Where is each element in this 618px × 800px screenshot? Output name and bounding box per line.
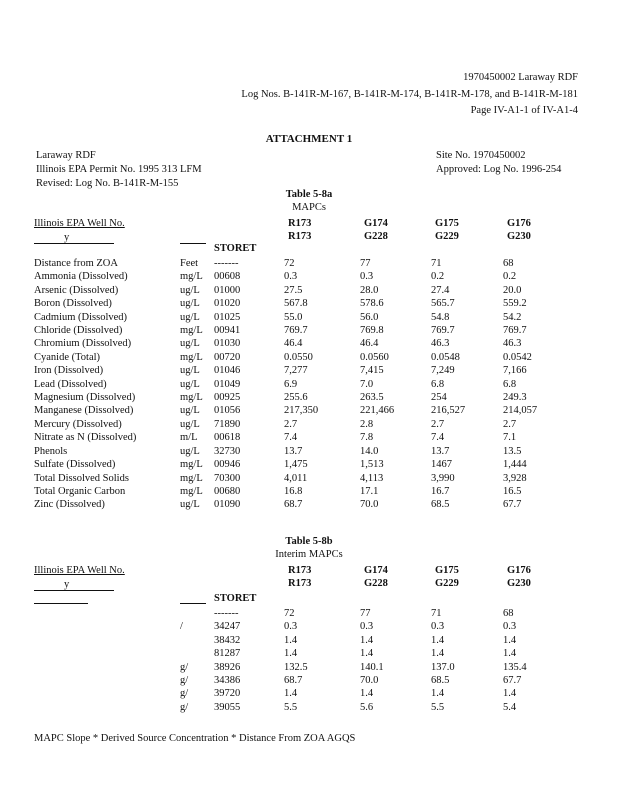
table-b-value-g176: 135.4 — [503, 661, 527, 673]
table-a-unit: mg/L — [180, 325, 203, 337]
table-b-value-g174: 0.3 — [360, 621, 374, 633]
table-a-storet-code: 01030 — [214, 338, 241, 350]
table-b-name-underline — [34, 603, 88, 604]
table-a-row — [34, 458, 563, 471]
table-a-well-g228-bottom: G228 — [364, 231, 388, 242]
table-b-value-r173: 132.5 — [284, 661, 308, 673]
table-a-storet-code: 00680 — [214, 485, 241, 497]
table-a-unit: ug/L — [180, 499, 200, 511]
table-a-storet-code: 70300 — [214, 472, 241, 484]
table-b-value-g174: 140.1 — [360, 661, 384, 673]
table-a-value-g175: 1467 — [431, 459, 452, 471]
table-a-value-g176: 54.2 — [503, 311, 522, 323]
table-b-row — [34, 607, 563, 620]
table-a-value-g176: 249.3 — [503, 392, 527, 404]
table-a-storet-code: 00618 — [214, 432, 241, 444]
table-a-value-r173: 13.7 — [284, 445, 303, 457]
table-a-row — [34, 378, 563, 391]
table-b-value-g176: 0.3 — [503, 621, 517, 633]
table-a-value-g175: 6.8 — [431, 378, 445, 390]
table-b-storet-label: STORET — [214, 593, 257, 604]
table-a-value-g175: 0.0548 — [431, 351, 460, 363]
permit-number: Illinois EPA Permit No. 1995 313 LFM — [36, 164, 202, 175]
table-a-value-r173: 0.3 — [284, 271, 298, 283]
table-b-parameter-name — [34, 634, 180, 647]
table-a-storet-code: 01090 — [214, 499, 241, 511]
table-a-value-g174: 7.0 — [360, 378, 374, 390]
table-a-value-g174: 4,113 — [360, 472, 384, 484]
table-a-value-g176: 16.5 — [503, 485, 522, 497]
table-a-parameter-name: Zinc (Dissolved) — [34, 499, 105, 511]
table-a-storet-code: 00720 — [214, 351, 241, 363]
table-a-row — [34, 364, 563, 377]
table-b-value-g175: 1.4 — [431, 648, 445, 660]
table-a-value-g176: 2.7 — [503, 418, 517, 430]
table-a-parameter-name: Boron (Dissolved) — [34, 298, 112, 310]
table-a-value-g175: 46.3 — [431, 338, 450, 350]
table-b-value-g176: 1.4 — [503, 648, 517, 660]
mapc-formula: MAPC Slope * Derived Source Concentration * Distance From ZOA AGQS — [34, 733, 356, 744]
table-b-parameter-name — [34, 607, 180, 620]
table-b-parameter-name — [34, 661, 180, 674]
approved-log: Approved: Log No. 1996-254 — [436, 164, 562, 175]
table-a-value-r173: 217,350 — [284, 405, 319, 417]
table-b-subtitle: Interim MAPCs — [275, 549, 343, 560]
table-a-title: Table 5-8a — [285, 189, 333, 200]
header-page-number: Page IV-A1-1 of IV-A1-4 — [470, 105, 578, 116]
table-b-value-r173: 1.4 — [284, 648, 298, 660]
table-a-value-g174: 769.8 — [360, 325, 384, 337]
site-number: Site No. 1970450002 — [436, 150, 526, 161]
table-a-unit: mg/L — [180, 271, 203, 283]
table-a-row — [34, 485, 563, 498]
table-a-value-g176: 20.0 — [503, 284, 522, 296]
table-a-unit: ug/L — [180, 378, 200, 390]
table-a-value-r173: 1,475 — [284, 459, 308, 471]
table-a-storet-code: 00925 — [214, 392, 241, 404]
table-b-row — [34, 701, 563, 714]
table-a-value-g174: 14.0 — [360, 445, 379, 457]
table-a-value-g175: 16.7 — [431, 485, 450, 497]
table-a-parameter-name: Manganese (Dissolved) — [34, 405, 134, 417]
table-a-value-g174: 578.6 — [360, 298, 384, 310]
table-a-storet-code: 00946 — [214, 459, 241, 471]
table-a-storet-code: 01056 — [214, 405, 241, 417]
table-b-well-g228-bottom: G228 — [364, 578, 388, 589]
table-b-parameter-name — [34, 647, 180, 660]
table-b-value-g175: 1.4 — [431, 634, 445, 646]
table-b-unit — [180, 607, 214, 620]
table-b-row — [34, 620, 563, 633]
table-a-row — [34, 351, 563, 364]
table-a-value-g175: 13.7 — [431, 445, 450, 457]
table-a-value-r173: 567.8 — [284, 298, 308, 310]
table-a-storet-code: 01049 — [214, 378, 241, 390]
table-a-value-r173: 0.0550 — [284, 351, 313, 363]
table-a-value-g176: 46.3 — [503, 338, 522, 350]
table-a-row — [34, 337, 563, 350]
table-a-value-g174: 70.0 — [360, 499, 379, 511]
table-b-unit: g/ — [180, 661, 189, 673]
table-a-value-g175: 54.8 — [431, 311, 450, 323]
table-a-storet-code: ------- — [214, 258, 239, 269]
table-a-row — [34, 324, 563, 337]
table-b-well-label: Illinois EPA Well No. — [34, 565, 125, 576]
table-a-subtitle: MAPCs — [292, 202, 326, 213]
table-a-value-g174: 77 — [360, 258, 371, 269]
table-b-body — [34, 607, 563, 714]
table-b-value-r173: 5.5 — [284, 701, 298, 713]
table-a-value-r173: 4,011 — [284, 472, 308, 484]
table-a-parameter-name: Lead (Dissolved) — [34, 378, 107, 390]
header-log-numbers: Log Nos. B-141R-M-167, B-141R-M-174, B-141R-M-178, and B-141R-M-181 — [241, 89, 578, 100]
table-a-value-r173: 769.7 — [284, 325, 308, 337]
table-a-parameter-name: Distance from ZOA — [34, 258, 118, 269]
table-a-value-g176: 7,166 — [503, 365, 527, 377]
table-a-parameter-name: Cadmium (Dissolved) — [34, 311, 128, 323]
table-a-parameter-name: Arsenic (Dissolved) — [34, 284, 119, 296]
table-a-value-g175: 2.7 — [431, 418, 445, 430]
table-a-value-g174: 263.5 — [360, 392, 384, 404]
table-b-value-g174: 70.0 — [360, 675, 379, 687]
table-b-parameter-name — [34, 620, 180, 633]
table-a-value-g174: 17.1 — [360, 485, 379, 497]
table-a-well-label: Illinois EPA Well No. — [34, 218, 125, 229]
table-a-value-g176: 6.8 — [503, 378, 517, 390]
table-a-value-g176: 67.7 — [503, 499, 522, 511]
table-a-parameter-name: Total Dissolved Solids — [34, 472, 129, 484]
table-b-y-underline — [34, 590, 114, 591]
table-b-unit — [180, 634, 214, 647]
table-a-parameter-name: Nitrate as N (Dissolved) — [34, 432, 137, 444]
table-b-unit — [180, 647, 214, 660]
table-b-parameter-name — [34, 674, 180, 687]
table-a-value-r173: 6.9 — [284, 378, 298, 390]
table-a-row — [34, 498, 563, 511]
table-a-well-g176-top: G176 — [507, 218, 531, 229]
table-b-parameter-name — [34, 701, 180, 714]
table-a-value-g175: 7,249 — [431, 365, 455, 377]
table-b-storet-code: 34247 — [214, 621, 241, 633]
table-a-storet-code: 01046 — [214, 365, 241, 377]
table-a-value-g174: 1,513 — [360, 459, 384, 471]
table-b-value-g176: 67.7 — [503, 675, 522, 687]
table-b-storet-code: 81287 — [214, 648, 241, 660]
table-a-unit: ug/L — [180, 284, 200, 296]
table-a-row — [34, 297, 563, 310]
table-a-value-r173: 72 — [284, 258, 295, 269]
table-a-value-g174: 28.0 — [360, 284, 379, 296]
table-a-parameter-name: Phenols — [34, 445, 68, 457]
table-a-unit-underline — [180, 243, 206, 244]
table-a-unit: ug/L — [180, 311, 200, 323]
table-a-row — [34, 472, 563, 485]
table-a-storet-label: STORET — [214, 243, 257, 254]
table-a-value-g174: 46.4 — [360, 338, 379, 350]
table-a-value-g174: 7,415 — [360, 365, 384, 377]
table-b-well-r173-bottom: R173 — [288, 578, 312, 589]
table-a-value-r173: 68.7 — [284, 499, 303, 511]
table-b-value-g174: 1.4 — [360, 634, 374, 646]
table-a-unit: ug/L — [180, 405, 200, 417]
table-a-row — [34, 270, 563, 283]
table-a-value-r173: 16.8 — [284, 485, 303, 497]
table-a-value-g176: 0.0542 — [503, 351, 532, 363]
table-a-unit: mg/L — [180, 392, 203, 404]
table-b-unit: g/ — [180, 675, 189, 687]
table-a-row — [34, 311, 563, 324]
revised-log: Revised: Log No. B-141R-M-155 — [36, 178, 179, 189]
table-a-y-label: y — [64, 232, 70, 243]
table-a-value-g175: 27.4 — [431, 284, 450, 296]
table-a-well-g230-bottom: G230 — [507, 231, 531, 242]
table-a-well-r173-bottom: R173 — [288, 231, 312, 242]
table-a-value-g174: 7.8 — [360, 432, 374, 444]
table-a-value-r173: 55.0 — [284, 311, 303, 323]
table-a-value-g176: 214,057 — [503, 405, 538, 417]
table-a-parameter-name: Ammonia (Dissolved) — [34, 271, 128, 283]
table-b-parameter-name — [34, 687, 180, 700]
table-a-value-r173: 255.6 — [284, 392, 308, 404]
table-a-value-g175: 254 — [431, 392, 447, 404]
table-a-value-g174: 0.3 — [360, 271, 374, 283]
table-b-well-g229-bottom: G229 — [435, 578, 459, 589]
table-a-parameter-name: Magnesium (Dissolved) — [34, 392, 136, 404]
table-a-parameter-name: Cyanide (Total) — [34, 351, 101, 363]
table-b-storet-code: 39055 — [214, 701, 241, 713]
table-b-storet-code: 39720 — [214, 688, 241, 700]
table-a-body — [34, 257, 563, 512]
table-b-value-r173: 68.7 — [284, 675, 303, 687]
table-a-value-g174: 56.0 — [360, 311, 379, 323]
table-a-unit: mg/L — [180, 485, 203, 497]
table-b-value-g175: 5.5 — [431, 701, 445, 713]
table-a-parameter-name: Mercury (Dissolved) — [34, 418, 122, 430]
table-b-well-g174-top: G174 — [364, 565, 388, 576]
table-a-value-r173: 46.4 — [284, 338, 303, 350]
table-a-value-g176: 7.1 — [503, 432, 517, 444]
table-a-value-g175: 3,990 — [431, 472, 455, 484]
table-b-title: Table 5-8b — [285, 536, 333, 547]
table-b-row — [34, 647, 563, 660]
table-b-value-g175: 68.5 — [431, 675, 450, 687]
table-b-well-g230-bottom: G230 — [507, 578, 531, 589]
table-a-value-g175: 769.7 — [431, 325, 455, 337]
table-a-value-g175: 216,527 — [431, 405, 466, 417]
table-a-value-g174: 0.0560 — [360, 351, 389, 363]
table-a-unit: ug/L — [180, 445, 200, 457]
table-a-unit: mg/L — [180, 472, 203, 484]
header-site-line: 1970450002 Laraway RDF — [463, 72, 578, 83]
table-a-value-g175: 0.2 — [431, 271, 445, 283]
table-b-value-g175: 0.3 — [431, 621, 445, 633]
table-b-value-g176: 5.4 — [503, 701, 517, 713]
table-b-well-g176-top: G176 — [507, 565, 531, 576]
table-b-value-r173: 1.4 — [284, 634, 298, 646]
table-b-unit: g/ — [180, 688, 189, 700]
table-a-value-r173: 2.7 — [284, 418, 298, 430]
table-a-unit: mg/L — [180, 351, 203, 363]
table-a-value-g176: 13.5 — [503, 445, 522, 457]
table-a-storet-code: 00941 — [214, 325, 241, 337]
table-b-y-label: y — [64, 579, 70, 590]
table-a-value-g176: 1,444 — [503, 459, 527, 471]
table-b-value-g176: 1.4 — [503, 634, 517, 646]
table-b-row — [34, 661, 563, 674]
table-a-storet-code: 00608 — [214, 271, 241, 283]
table-b-storet-code: ------- — [214, 608, 239, 619]
table-b-value-r173: 72 — [284, 608, 295, 619]
table-b-value-g174: 5.6 — [360, 701, 374, 713]
table-a-value-r173: 27.5 — [284, 284, 303, 296]
table-a-unit: ug/L — [180, 298, 200, 310]
table-a-unit: ug/L — [180, 418, 200, 430]
table-a-unit: Feet — [180, 258, 199, 269]
table-a-value-g176: 769.7 — [503, 325, 527, 337]
table-a-value-g174: 221,466 — [360, 405, 395, 417]
table-b-unit-underline — [180, 603, 206, 604]
table-a-well-r173-top: R173 — [288, 218, 312, 229]
table-b-row — [34, 634, 563, 647]
table-a-row — [34, 257, 563, 270]
table-b-storet-code: 38432 — [214, 634, 241, 646]
table-a-value-g176: 559.2 — [503, 298, 527, 310]
table-b-value-g176: 1.4 — [503, 688, 517, 700]
table-a-value-g175: 71 — [431, 258, 442, 269]
table-a-storet-code: 71890 — [214, 418, 241, 430]
table-b-value-r173: 1.4 — [284, 688, 298, 700]
table-b-well-g175-top: G175 — [435, 565, 459, 576]
table-a-value-g176: 3,928 — [503, 472, 527, 484]
table-a-parameter-name: Chloride (Dissolved) — [34, 325, 123, 337]
table-a-value-r173: 7.4 — [284, 432, 298, 444]
attachment-title: ATTACHMENT 1 — [265, 133, 353, 145]
table-a-value-g176: 68 — [503, 258, 514, 269]
table-a-y-underline — [34, 243, 114, 244]
table-b-value-g174: 1.4 — [360, 688, 374, 700]
table-a-well-g229-bottom: G229 — [435, 231, 459, 242]
table-b-value-g176: 68 — [503, 608, 514, 619]
table-a-unit: ug/L — [180, 338, 200, 350]
table-a-storet-code: 01020 — [214, 298, 241, 310]
table-a-row — [34, 404, 563, 417]
table-a-unit: m/L — [180, 432, 198, 444]
table-a-value-g174: 2.8 — [360, 418, 374, 430]
table-a-storet-code: 01000 — [214, 284, 241, 296]
table-a-value-g176: 0.2 — [503, 271, 517, 283]
table-a-parameter-name: Iron (Dissolved) — [34, 365, 104, 377]
table-a-value-g175: 565.7 — [431, 298, 455, 310]
table-a-row — [34, 418, 563, 431]
table-a-unit: ug/L — [180, 365, 200, 377]
table-b-value-g174: 77 — [360, 608, 371, 619]
table-b-row — [34, 687, 563, 700]
table-b-value-r173: 0.3 — [284, 621, 298, 633]
table-a-parameter-name: Sulfate (Dissolved) — [34, 459, 116, 471]
table-b-value-g175: 1.4 — [431, 688, 445, 700]
table-b-value-g175: 71 — [431, 608, 442, 619]
table-b-unit: / — [180, 621, 183, 633]
table-a-value-r173: 7,277 — [284, 365, 308, 377]
table-b-value-g174: 1.4 — [360, 648, 374, 660]
table-a-storet-code: 32730 — [214, 445, 241, 457]
table-a-storet-code: 01025 — [214, 311, 241, 323]
table-a-well-g174-top: G174 — [364, 218, 388, 229]
table-b-well-r173-top: R173 — [288, 565, 312, 576]
table-a-row — [34, 391, 563, 404]
table-b-value-g175: 137.0 — [431, 661, 455, 673]
table-a-value-g175: 7.4 — [431, 432, 445, 444]
table-b-storet-code: 38926 — [214, 661, 241, 673]
table-a-value-g175: 68.5 — [431, 499, 450, 511]
table-a-row — [34, 431, 563, 444]
table-a-row — [34, 445, 563, 458]
table-a-unit: mg/L — [180, 459, 203, 471]
facility-name: Laraway RDF — [36, 150, 96, 161]
table-b-unit: g/ — [180, 701, 189, 713]
table-a-parameter-name: Total Organic Carbon — [34, 485, 126, 497]
table-b-storet-code: 34386 — [214, 675, 241, 687]
table-a-row — [34, 284, 563, 297]
table-a-well-g175-top: G175 — [435, 218, 459, 229]
table-b-row — [34, 674, 563, 687]
table-a-parameter-name: Chromium (Dissolved) — [34, 338, 132, 350]
